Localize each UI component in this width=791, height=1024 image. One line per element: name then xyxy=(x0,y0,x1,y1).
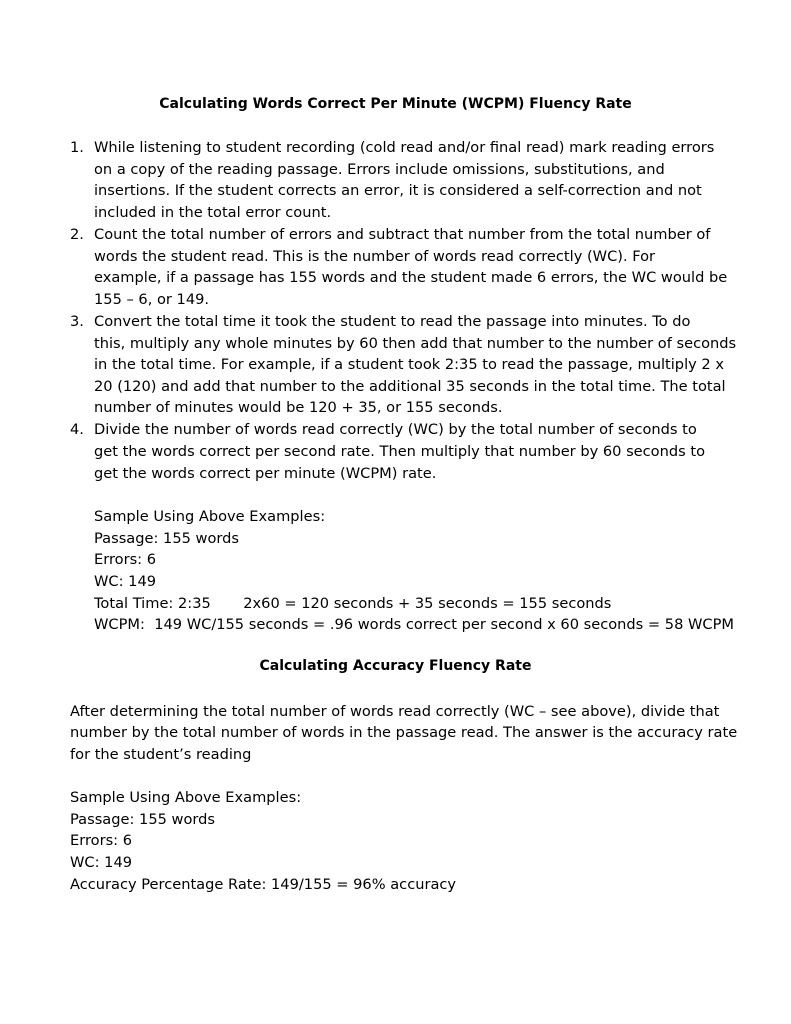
accuracy-sample-line: Sample Using Above Examples: xyxy=(70,789,302,806)
step-4-line: get the words correct per minute (WCPM) rate. xyxy=(94,465,437,482)
accuracy-paragraph-line: for the student’s reading xyxy=(70,746,252,763)
step-1-line: insertions. If the student corrects an error, it is considered a self-correction and not xyxy=(94,182,702,199)
accuracy-paragraph-line: number by the total number of words in the passage read. The answer is the accuracy rate xyxy=(70,724,738,741)
accuracy-sample-line: Accuracy Percentage Rate: 149/155 = 96% accuracy xyxy=(70,876,457,893)
step-3-line: number of minutes would be 120 + 35, or 155 seconds. xyxy=(94,399,503,416)
step-1-number: 1. xyxy=(70,139,84,156)
step-3-line: this, multiply any whole minutes by 60 then add that number to the number of seconds xyxy=(94,335,737,352)
step-1-line: included in the total error count. xyxy=(94,204,332,221)
step-2-line: words the student read. This is the number of words read correctly (WC). For xyxy=(94,248,656,265)
accuracy-sample-line: Passage: 155 words xyxy=(70,811,216,828)
step-1-line: While listening to student recording (cold read and/or final read) mark reading errors xyxy=(94,139,715,156)
step-4-line: Divide the number of words read correctly (WC) by the total number of seconds to xyxy=(94,421,697,438)
step-3-number: 3. xyxy=(70,313,84,330)
step-2-number: 2. xyxy=(70,226,84,243)
wcpm-sample-line: WCPM: 149 WC/155 seconds = .96 words correct per second x 60 seconds = 58 WCPM xyxy=(94,616,735,633)
step-4-line: get the words correct per second rate. Then multiply that number by 60 seconds to xyxy=(94,443,706,460)
accuracy-sample-line: Errors: 6 xyxy=(70,832,133,849)
step-3-line: 20 (120) and add that number to the additional 35 seconds in the total time. The total xyxy=(94,378,726,395)
accuracy-paragraph-line: After determining the total number of words read correctly (WC – see above), divide that xyxy=(70,703,720,720)
step-3-line: in the total time. For example, if a student took 2:35 to read the passage, multiply 2 x xyxy=(94,356,724,373)
wcpm-sample-line: Total Time: 2:35 2x60 = 120 seconds + 35 seconds = 155 seconds xyxy=(94,595,612,612)
step-3-line: Convert the total time it took the student to read the passage into minutes. To do xyxy=(94,313,691,330)
step-2-line: example, if a passage has 155 words and the student made 6 errors, the WC would be xyxy=(94,269,728,286)
step-2-line: 155 – 6, or 149. xyxy=(94,291,210,308)
wcpm-sample-line: WC: 149 xyxy=(94,573,157,590)
step-4-number: 4. xyxy=(70,421,84,438)
wcpm-section-title: Calculating Words Correct Per Minute (WCPM) Fluency Rate xyxy=(159,96,632,112)
wcpm-sample-line: Errors: 6 xyxy=(94,551,157,568)
wcpm-sample-line: Sample Using Above Examples: xyxy=(94,508,326,525)
accuracy-sample-line: WC: 149 xyxy=(70,854,133,871)
accuracy-section-title: Calculating Accuracy Fluency Rate xyxy=(259,658,532,674)
step-1-line: on a copy of the reading passage. Errors include omissions, substitutions, and xyxy=(94,161,665,178)
step-2-line: Count the total number of errors and subtract that number from the total number of xyxy=(94,226,711,243)
wcpm-sample-line: Passage: 155 words xyxy=(94,530,240,547)
